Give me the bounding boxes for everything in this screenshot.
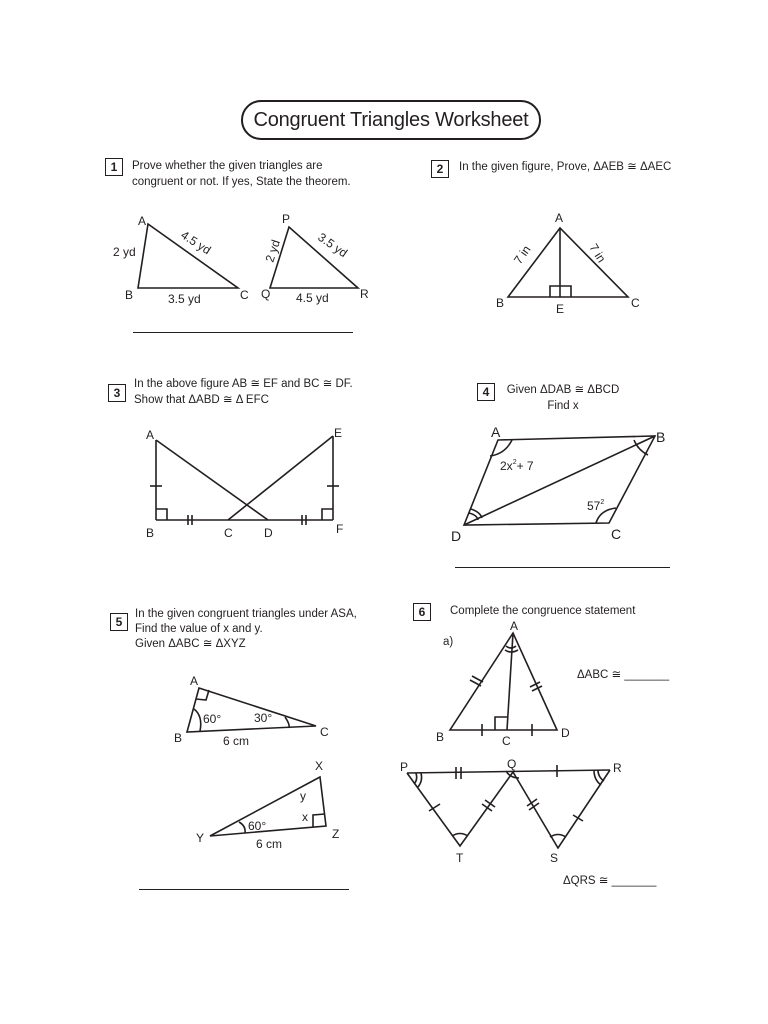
vertex-z-label: Z	[332, 827, 340, 841]
question-2-number: 2	[431, 160, 449, 178]
vertex-a-label: A	[146, 428, 155, 442]
angle-expression-base: 2x	[500, 459, 513, 473]
angle-c-base: 57	[587, 499, 601, 513]
vertex-a-label: A	[510, 619, 519, 633]
angle-arc-p-2	[418, 773, 422, 787]
angle-arc-r-1	[598, 770, 604, 781]
angle-arc-t	[452, 834, 468, 837]
vertex-s-label: S	[550, 851, 559, 865]
side-bc-length: 6 cm	[223, 734, 250, 748]
vertex-d-label: D	[264, 526, 273, 540]
angle-y-value: 60°	[248, 819, 267, 833]
question-5-number: 5	[110, 613, 128, 631]
vertex-p-label: P	[400, 760, 409, 774]
vertex-c-label: C	[224, 526, 233, 540]
vertex-a-label: A	[491, 424, 501, 440]
vertex-d-label: D	[561, 726, 570, 740]
vertex-b-label: B	[656, 429, 666, 445]
question-1-line-1: Prove whether the given triangles are	[132, 160, 323, 172]
question-1-line-2: congruent or not. If yes, State the theorem.	[132, 176, 351, 188]
angle-expression-exponent: 2	[512, 459, 517, 466]
question-2-line-1: In the given figure, Prove, ΔAEB ≅ ΔAEC	[459, 161, 672, 173]
side-qr-length: 4.5 yd	[296, 291, 329, 305]
vertex-t-label: T	[456, 851, 464, 865]
angle-arc-s	[550, 835, 566, 838]
vertex-f-label: F	[336, 522, 344, 536]
question-4-number: 4	[477, 383, 495, 401]
vertex-c-label: C	[502, 734, 511, 748]
side-bc-length: 3.5 yd	[168, 292, 201, 306]
vertex-r-label: R	[613, 761, 622, 775]
side-ac-length: 7 in	[586, 241, 609, 266]
vertex-a-label: A	[555, 211, 564, 225]
side-pq-length: 2 yd	[262, 238, 283, 264]
tick-rs	[573, 815, 583, 821]
question-5-line-3: Given ΔABC ≅ ΔXYZ	[135, 638, 246, 650]
angle-b-value: 60°	[203, 712, 222, 726]
vertex-q-label: Q	[261, 287, 271, 301]
vertex-b-label: B	[174, 731, 183, 745]
vertex-d-label: D	[451, 528, 462, 544]
vertex-c-label: C	[611, 526, 622, 542]
question-4-line-1: Given ΔDAB ≅ ΔBCD	[506, 384, 620, 396]
vertex-q-label: Q	[507, 757, 517, 771]
tick-qt-2	[485, 800, 495, 807]
angle-x-value-label: x	[302, 810, 308, 824]
vertex-r-label: R	[360, 287, 369, 301]
question-5-line-2: Find the value of x and y.	[135, 623, 263, 635]
side-yz-length: 6 cm	[256, 837, 283, 851]
side-ac-length: 4.5 yd	[178, 227, 214, 258]
vertex-y-label: Y	[196, 831, 205, 845]
vertex-c-label: C	[240, 288, 249, 302]
question-6-line-1: Complete the congruence statement	[450, 605, 636, 617]
angle-x-label: y	[300, 789, 306, 803]
question-6-part-label: a)	[443, 636, 454, 648]
question-4-line-2: Find x	[547, 400, 579, 412]
vertex-c-label: C	[631, 296, 640, 310]
tick-qt-1	[482, 804, 492, 811]
question-5-line-1: In the given congruent triangles under ASA,	[135, 608, 357, 620]
congruence-statement-2: ΔQRS ≅ _______	[563, 875, 657, 887]
side-ab-length: 2 yd	[113, 245, 136, 259]
question-3-number: 3	[108, 384, 126, 402]
worksheet-title: Congruent Triangles Worksheet	[241, 100, 541, 140]
angle-c-exponent: 2	[600, 499, 605, 506]
vertex-x-label: X	[315, 759, 324, 773]
side-pr-length: 3.5 yd	[315, 229, 351, 261]
vertex-e-label: E	[334, 426, 343, 440]
triangle-qrs	[513, 770, 610, 848]
angle-c-value: 30°	[254, 711, 273, 725]
vertex-b-label: B	[496, 296, 505, 310]
vertex-b-label: B	[436, 730, 445, 744]
angle-expression-rest: + 7	[516, 459, 534, 473]
right-angle-c	[495, 717, 507, 730]
question-3-line-1: In the above figure AB ≅ EF and BC ≅ DF.	[134, 378, 353, 390]
vertex-e-label: E	[556, 302, 565, 316]
triangle-abd	[450, 633, 557, 730]
congruence-statement-1: ΔABC ≅ _______	[577, 669, 670, 681]
vertex-b-label: B	[125, 288, 134, 302]
question-1-number: 1	[105, 158, 123, 176]
angle-arc-p-1	[414, 773, 417, 784]
vertex-a-label: A	[190, 674, 199, 688]
vertex-a-label: A	[138, 214, 147, 228]
vertex-b-label: B	[146, 526, 155, 540]
question-6-number: 6	[413, 603, 431, 621]
vertex-c-label: C	[320, 725, 329, 739]
triangle-pqt	[407, 772, 513, 846]
side-ab-length: 7 in	[510, 242, 534, 267]
vertex-p-label: P	[282, 212, 291, 226]
angle-arc-a-1	[506, 646, 516, 648]
question-3-line-2: Show that ΔABD ≅ Δ EFC	[134, 394, 269, 406]
